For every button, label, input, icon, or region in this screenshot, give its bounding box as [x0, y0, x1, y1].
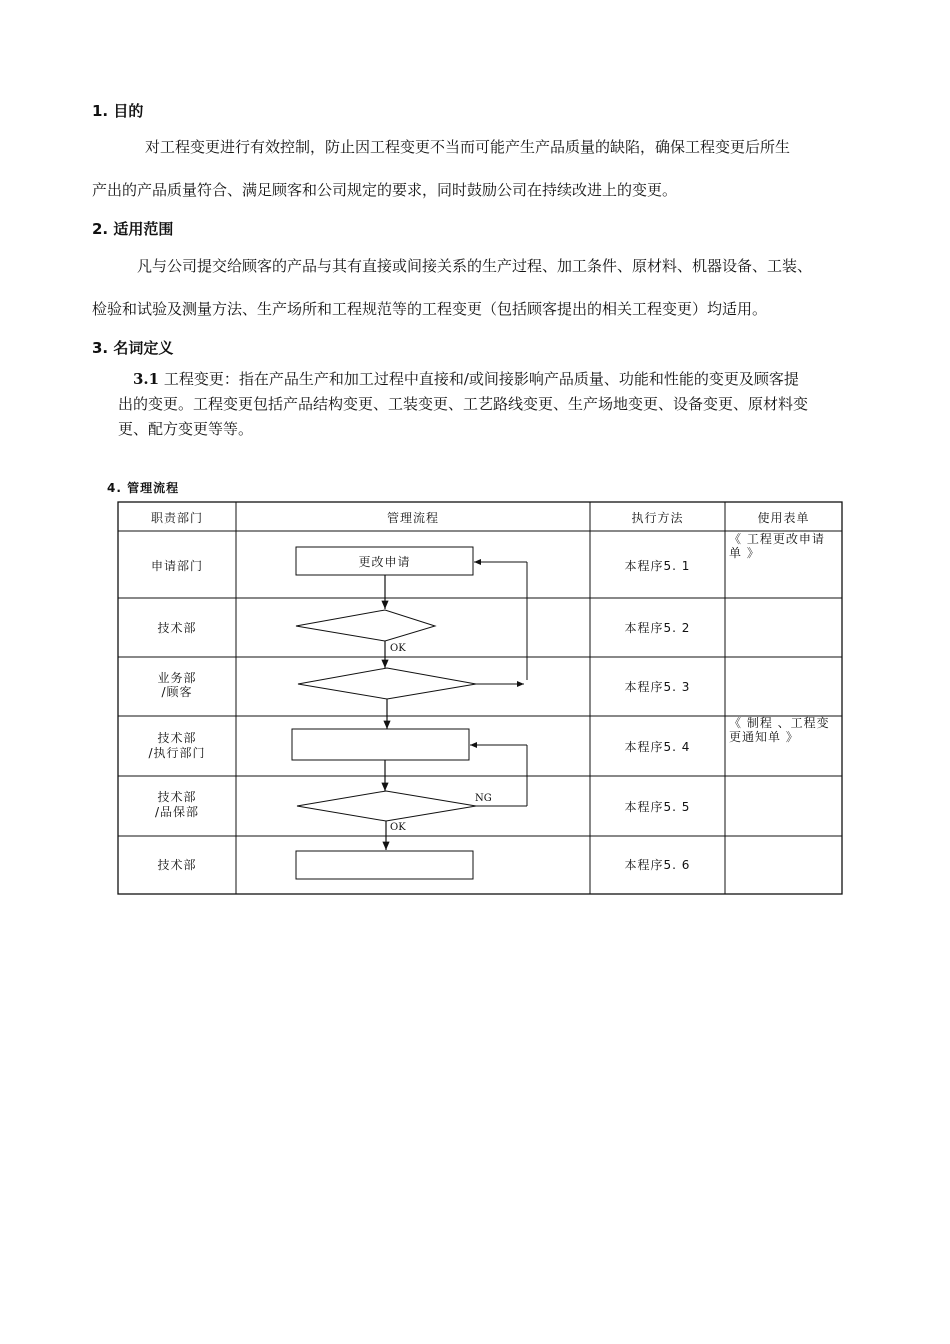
row-3-dept-line-1: 业务部	[157, 671, 197, 685]
row-1-form-line-2: 单 》	[729, 546, 760, 560]
row-1-method: 本程序5. 1	[624, 559, 691, 573]
section-3-line-2: 出的变更。工程变更包括产品结构变更、工装变更、工艺路线变更、生产场地变更、设备变更、原材料变	[118, 395, 809, 413]
section-4-heading: 4. 管理流程	[107, 481, 180, 495]
row-4-dept-line-2: /执行部门	[148, 746, 206, 760]
section-1-heading: 1. 目的	[92, 102, 144, 120]
header-dept: 职责部门	[150, 511, 203, 525]
flow-box-request-label: 更改申请	[358, 555, 411, 569]
header-flow: 管理流程	[386, 511, 439, 525]
row-6-dept: 技术部	[157, 858, 197, 872]
item-number: 3.1	[133, 370, 160, 388]
row-4-dept-line-1: 技术部	[157, 731, 197, 745]
section-2-line-2: 检验和试验及测量方法、生产场所和工程规范等的工程变更（包括顾客提出的相关工程变更）均适用。	[92, 300, 768, 318]
row-4-method: 本程序5. 4	[624, 740, 691, 754]
flow-diamond-verify	[297, 791, 476, 821]
flow-ok-label-2: OK	[390, 822, 406, 833]
row-2-method: 本程序5. 2	[624, 621, 691, 635]
row-6-method: 本程序5. 6	[624, 858, 691, 872]
row-2-dept: 技术部	[157, 621, 197, 635]
row-3-dept-line-2: /顾客	[161, 685, 193, 699]
row-5-dept-line-1: 技术部	[157, 790, 197, 804]
row-3-method: 本程序5. 3	[624, 680, 691, 694]
row-1-dept: 申请部门	[150, 559, 203, 573]
row-4-form	[729, 716, 830, 744]
section-3-heading: 3. 名词定义	[92, 339, 174, 357]
flow-ok-label-1: OK	[390, 643, 406, 654]
row-5-method: 本程序5. 5	[624, 800, 691, 814]
row-1-form-line-1: 《 工程更改申请	[729, 532, 825, 546]
row-4-form-line-2: 更通知单 》	[729, 730, 799, 744]
definition-text: 工程变更：指在产品生产和加工过程中直接和/或间接影响产品质量、功能和性能的变更及顾客提	[159, 370, 799, 388]
section-1-line-2: 产出的产品质量符合、满足顾客和公司规定的要求，同时鼓励公司在持续改进上的变更。	[92, 181, 678, 199]
row-5-dept	[118, 790, 236, 820]
flow-diamond-confirm	[298, 668, 476, 699]
row-5-dept-line-2: /品保部	[154, 805, 200, 819]
flow-box-close	[296, 851, 473, 879]
row-4-dept	[118, 731, 236, 761]
section-3-line-3: 更、配方变更等等。	[118, 420, 254, 438]
header-form: 使用表单	[757, 511, 810, 525]
section-1-line-1: 对工程变更进行有效控制，防止因工程变更不当而可能产生产品质量的缺陷，确保工程变更后所生	[145, 138, 791, 156]
row-3-dept	[118, 671, 236, 699]
section-2-heading: 2. 适用范围	[92, 220, 174, 238]
flow-box-execute	[292, 729, 469, 760]
section-2-line-1: 凡与公司提交给顾客的产品与其有直接或间接关系的生产过程、加工条件、原材料、机器设备、工装、	[137, 257, 813, 275]
flow-ng-label: NG	[475, 793, 492, 804]
flow-diamond-review	[296, 610, 435, 641]
row-4-form-line-1: 《 制程 、工程变	[729, 716, 830, 730]
row-1-form	[729, 532, 825, 560]
header-method: 执行方法	[631, 511, 684, 525]
